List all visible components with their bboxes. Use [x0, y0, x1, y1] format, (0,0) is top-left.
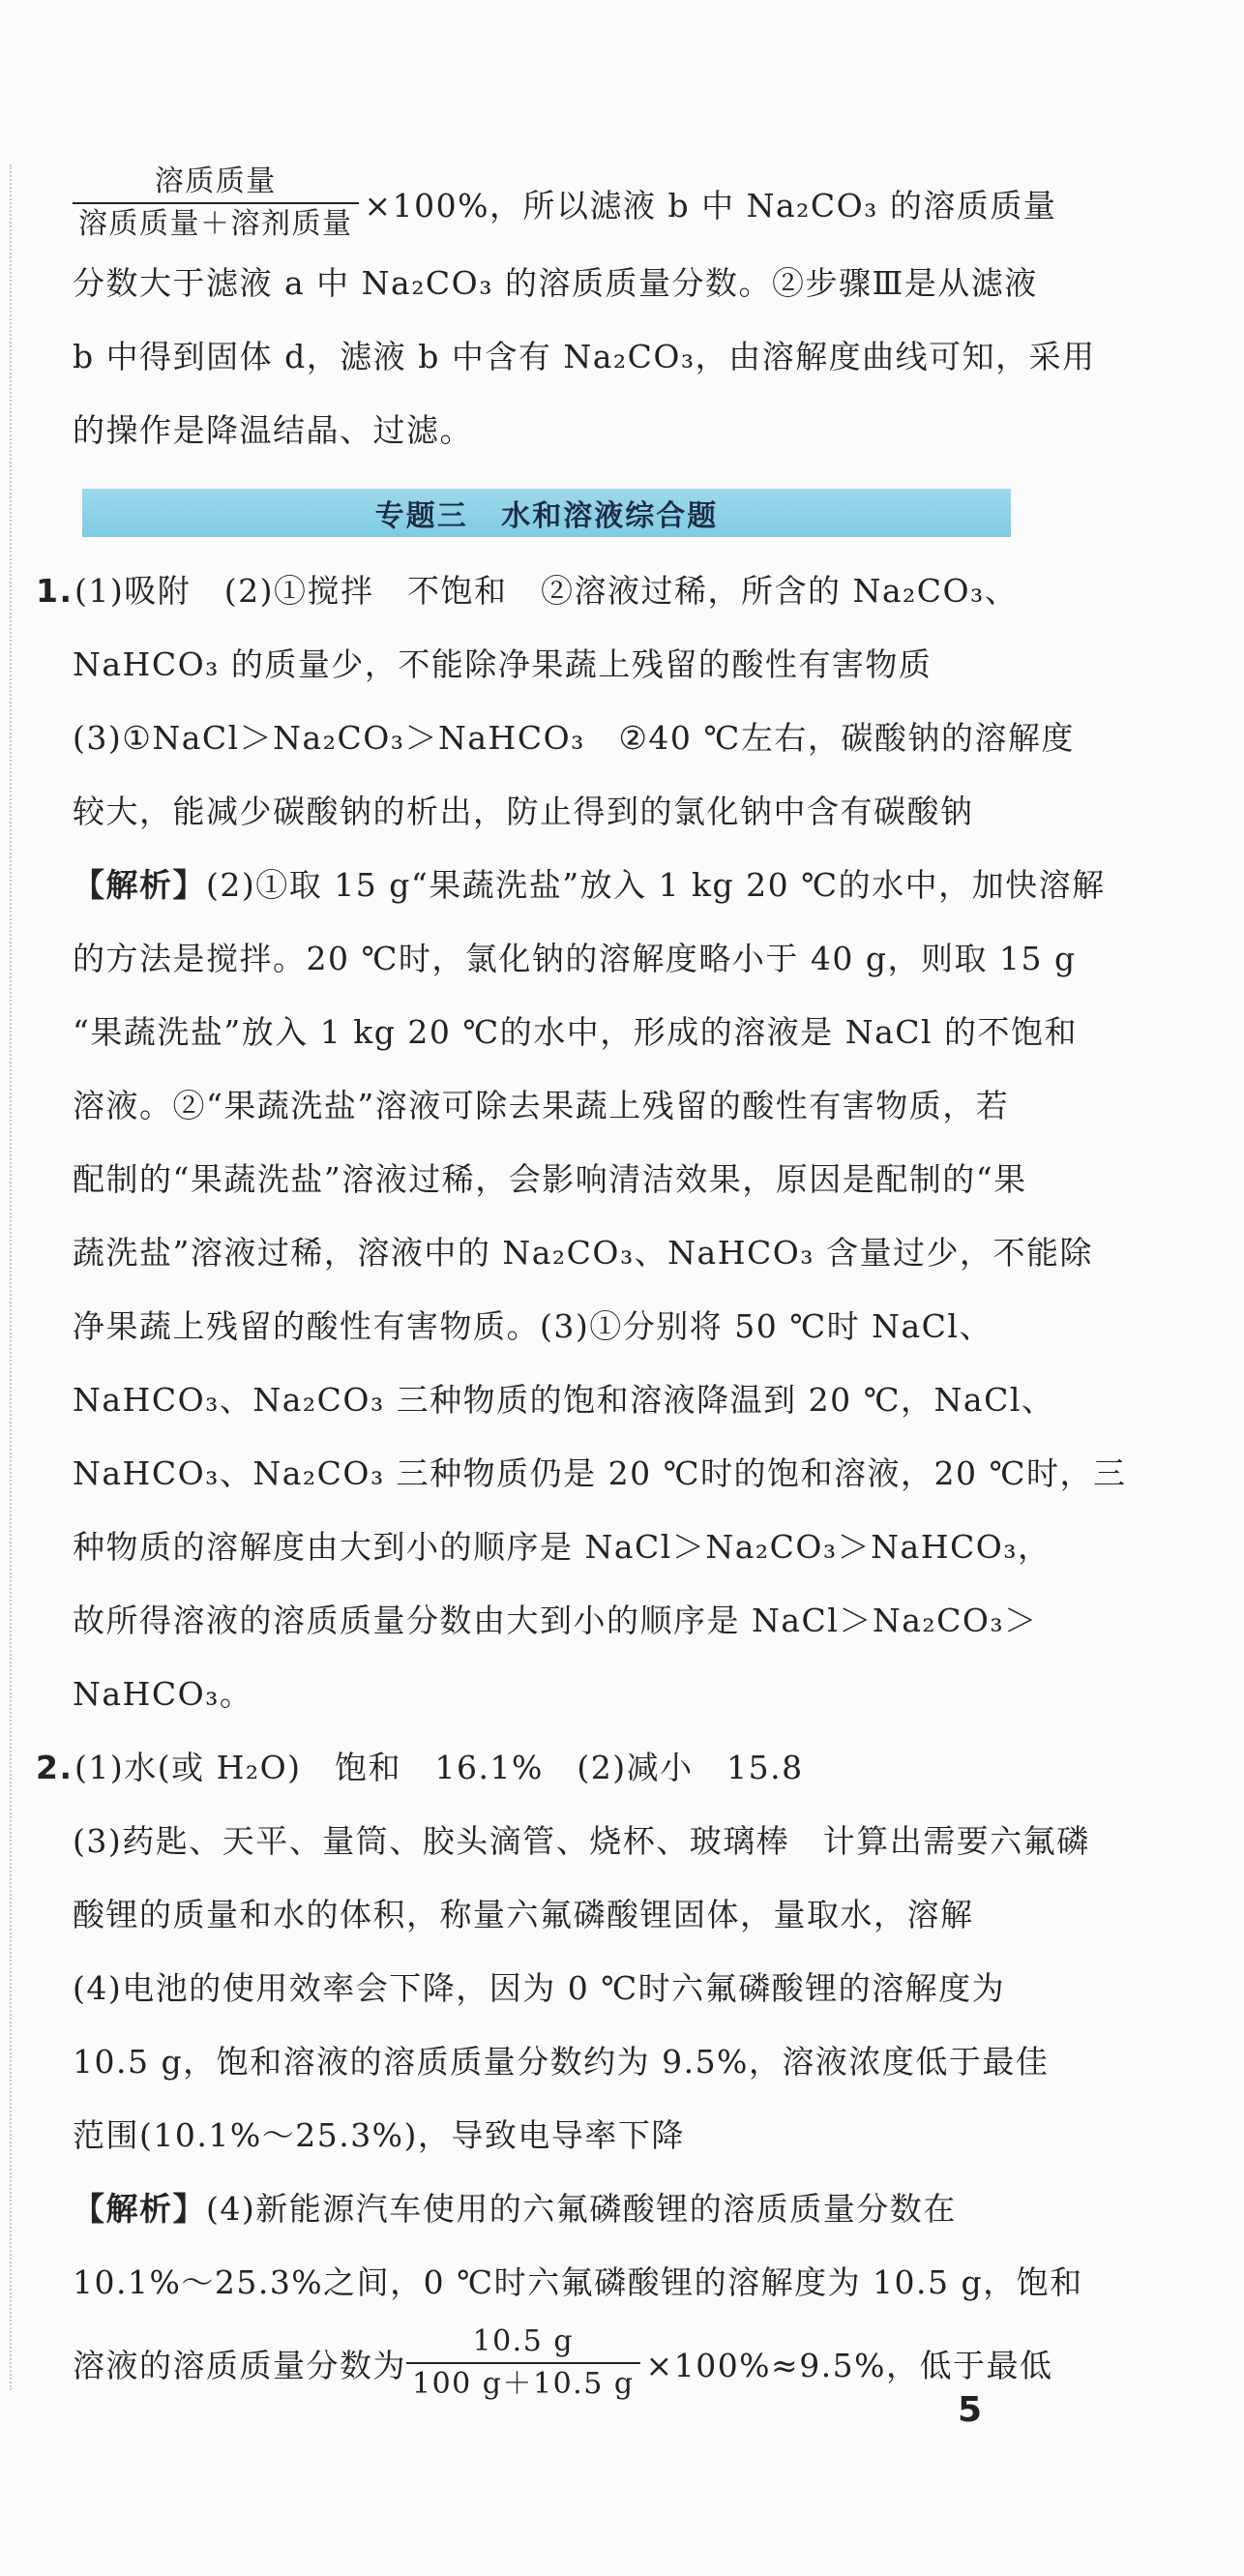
- text-line: 的方法是搅拌。20 ℃时，氯化钠的溶解度略小于 40 g，则取 15 g: [73, 940, 1077, 977]
- fraction-mass-ratio: [73, 162, 359, 245]
- text-line: 配制的“果蔬洗盐”溶液过稀，会影响清洁效果，原因是配制的“果: [73, 1160, 1027, 1198]
- text-line: 净果蔬上残留的酸性有害物质。(3)①分别将 50 ℃时 NaCl、: [73, 1307, 992, 1345]
- text-line: (3)①NaCl＞Na₂CO₃＞NaHCO₃ ②40 ℃左右，碳酸钠的溶解度: [73, 719, 1075, 757]
- top-line-1: [73, 160, 1057, 247]
- text-line: 的操作是降温结晶、过滤。: [73, 411, 473, 449]
- section-title-banner: [82, 489, 1011, 537]
- fraction-concentration: [406, 2321, 640, 2405]
- question-number: 2.: [36, 1749, 74, 1786]
- analysis-fraction-line: [73, 2320, 1053, 2407]
- text-line: (3)药匙、天平、量筒、胶头滴管、烧杯、玻璃棒 计算出需要六氟磷: [73, 1822, 1090, 1860]
- analysis-tag: 【解析】: [73, 2190, 206, 2228]
- text-line: 溶液。②“果蔬洗盐”溶液可除去果蔬上残留的酸性有害物质，若: [73, 1087, 1010, 1124]
- fraction-denominator: 溶质质量＋溶剂质量: [73, 202, 359, 245]
- text-line: “果蔬洗盐”放入 1 kg 20 ℃的水中，形成的溶液是 NaCl 的不饱和: [73, 1013, 1079, 1051]
- fraction-numerator: 溶质质量: [154, 165, 277, 198]
- section-title: 专题三 水和溶液综合题: [374, 499, 719, 533]
- text-line: 分数大于滤液 a 中 Na₂CO₃ 的溶质质量分数。②步骤Ⅲ是从滤液: [73, 264, 1038, 302]
- analysis-tag: 【解析】: [73, 866, 206, 904]
- text-line: NaHCO₃ 的质量少，不能除净果蔬上残留的酸性有害物质: [73, 645, 933, 683]
- analysis-line: [73, 2172, 1006, 2246]
- text-line: b 中得到固体 d，滤液 b 中含有 Na₂CO₃，由溶解度曲线可知，采用: [73, 338, 1096, 375]
- question-number: 1.: [36, 572, 74, 610]
- fraction-numerator: 10.5 g: [472, 2324, 575, 2358]
- text-line: 故所得溶液的溶质质量分数由大到小的顺序是 NaCl＞Na₂CO₃＞: [73, 1602, 1038, 1639]
- text-line: NaHCO₃、Na₂CO₃ 三种物质仍是 20 ℃时的饱和溶液，20 ℃时，三: [73, 1454, 1127, 1492]
- text-run: (2)①取 15 g“果蔬洗盐”放入 1 kg 20 ℃的水中，加快溶解: [206, 866, 1106, 904]
- analysis-line: [73, 849, 1106, 922]
- text-line: 10.1%～25.3%之间，0 ℃时六氟磷酸锂的溶解度为 10.5 g，饱和: [73, 2263, 1083, 2301]
- text-line: 酸锂的质量和水的体积，称量六氟磷酸锂固体，量取水，溶解: [73, 1896, 974, 1933]
- text-run: (1)水(或 H₂O) 饱和 16.1% (2)减小 15.8: [74, 1749, 804, 1786]
- fraction-denominator: 100 g＋10.5 g: [406, 2362, 640, 2405]
- text-line: 较大，能减少碳酸钠的析出，防止得到的氯化钠中含有碳酸钠: [73, 793, 974, 830]
- text-line: 10.5 g，饱和溶液的溶质质量分数约为 9.5%，溶液浓度低于最佳: [73, 2043, 1050, 2081]
- text-run: (4)新能源汽车使用的六氟磷酸锂的溶质质量分数在: [206, 2190, 957, 2228]
- page-number: 5: [958, 2390, 983, 2430]
- text-run: ×100%≈9.5%，低于最低: [645, 2346, 1053, 2384]
- q1-line-1: [36, 554, 1019, 628]
- text-line: NaHCO₃。: [73, 1675, 253, 1713]
- content: [36, 160, 1127, 2407]
- margin-dotted-line: [10, 165, 13, 2390]
- text-run: ×100%，所以滤液 b 中 Na₂CO₃ 的溶质质量: [364, 186, 1057, 225]
- text-line: 范围(10.1%～25.3%)，导致电导率下降: [73, 2116, 685, 2154]
- q2-line-1: [36, 1731, 1006, 1805]
- text-line: 种物质的溶解度由大到小的顺序是 NaCl＞Na₂CO₃＞NaHCO₃，: [73, 1528, 1051, 1566]
- text-line: (4)电池的使用效率会下降，因为 0 ℃时六氟磷酸锂的溶解度为: [73, 1969, 1006, 2007]
- text-run: (1)吸附 (2)①搅拌 不饱和 ②溶液过稀，所含的 Na₂CO₃、: [74, 572, 1019, 610]
- text-line: NaHCO₃、Na₂CO₃ 三种物质的饱和溶液降温到 20 ℃，NaCl、: [73, 1381, 1055, 1419]
- text-run: 溶液的溶质质量分数为: [73, 2346, 406, 2384]
- text-line: 蔬洗盐”溶液过稀，溶液中的 Na₂CO₃、NaHCO₃ 含量过少，不能除: [73, 1234, 1094, 1272]
